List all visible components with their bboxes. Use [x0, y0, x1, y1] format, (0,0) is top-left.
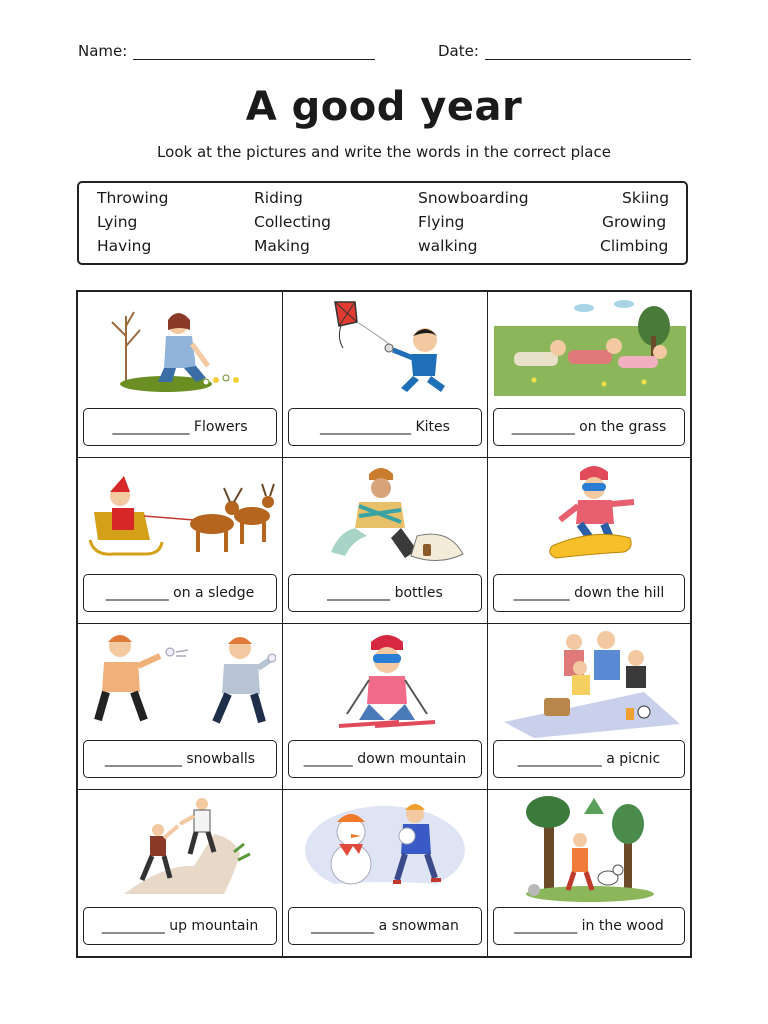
- person-collecting-bottles-illustration: [289, 462, 481, 572]
- exercise-cell: [283, 292, 488, 458]
- answer-blank: ____________: [517, 751, 602, 767]
- kid-snowboarding-illustration: [494, 462, 686, 572]
- answer-blank: _________: [101, 918, 165, 934]
- instruction-text: Look at the pictures and write the words in the correct place: [157, 143, 611, 161]
- date-blank-line[interactable]: [485, 45, 691, 60]
- answer-blank: _________: [514, 918, 578, 934]
- date-label: Date:: [438, 42, 479, 60]
- word-bank-word: Growing: [602, 213, 667, 231]
- exercise-cell: [488, 790, 690, 956]
- word-bank-word: Throwing: [97, 189, 169, 207]
- answer-field[interactable]: [493, 574, 685, 612]
- name-label: Name:: [78, 42, 128, 60]
- answer-blank: _______: [303, 751, 353, 767]
- answer-blank: ________: [513, 585, 570, 601]
- name-field[interactable]: [78, 42, 375, 60]
- word-bank-word: Climbing: [600, 237, 669, 255]
- answer-blank: _________: [105, 585, 169, 601]
- answer-hint: a snowman: [378, 918, 459, 934]
- people-climbing-mountain-illustration: [84, 794, 276, 904]
- answer-field[interactable]: [493, 740, 685, 778]
- answer-field[interactable]: [83, 740, 277, 778]
- answer-hint: Flowers: [193, 419, 248, 435]
- boy-flying-kite-illustration: [289, 296, 481, 406]
- exercise-cell: [283, 790, 488, 956]
- answer-field[interactable]: [288, 740, 482, 778]
- answer-field[interactable]: [83, 574, 277, 612]
- exercise-cell: [283, 624, 488, 790]
- answer-blank: ___________: [104, 751, 182, 767]
- word-bank-word: Skiing: [622, 189, 670, 207]
- answer-hint: up mountain: [169, 918, 259, 934]
- kids-throwing-snowballs-illustration: [84, 628, 276, 738]
- name-blank-line[interactable]: [133, 45, 375, 60]
- answer-hint: snowballs: [186, 751, 256, 767]
- exercise-cell: [78, 292, 283, 458]
- word-bank-word: Making: [254, 237, 310, 255]
- exercise-cell: [78, 458, 283, 624]
- answer-field[interactable]: [493, 408, 685, 446]
- word-bank-word: Riding: [254, 189, 303, 207]
- answer-field[interactable]: [83, 907, 277, 945]
- girl-planting-flowers-illustration: [84, 296, 276, 406]
- exercise-cell: [78, 790, 283, 956]
- answer-field[interactable]: [83, 408, 277, 446]
- word-bank-word: Having: [97, 237, 152, 255]
- exercise-grid: [76, 290, 692, 958]
- answer-hint: a picnic: [606, 751, 661, 767]
- exercise-cell: [488, 292, 690, 458]
- answer-field[interactable]: [288, 907, 482, 945]
- word-bank-word: Lying: [97, 213, 138, 231]
- person-walking-in-woods-illustration: [494, 794, 686, 904]
- date-field[interactable]: [438, 42, 691, 60]
- answer-hint: bottles: [394, 585, 443, 601]
- word-bank-word: Flying: [418, 213, 465, 231]
- word-bank-word: walking: [418, 237, 478, 255]
- answer-field[interactable]: [288, 574, 482, 612]
- answer-blank: _________: [311, 918, 375, 934]
- answer-hint: down the hill: [574, 585, 665, 601]
- answer-blank: _____________: [320, 419, 412, 435]
- kid-making-snowman-illustration: [289, 794, 481, 904]
- answer-hint: in the wood: [581, 918, 664, 934]
- answer-hint: on a sledge: [173, 585, 255, 601]
- answer-field[interactable]: [493, 907, 685, 945]
- answer-blank: ___________: [112, 419, 190, 435]
- exercise-cell: [78, 624, 283, 790]
- family-picnic-illustration: [494, 628, 686, 738]
- word-bank-word: Collecting: [254, 213, 332, 231]
- answer-hint: on the grass: [579, 419, 667, 435]
- exercise-cell: [488, 624, 690, 790]
- page-title: A good year: [245, 84, 523, 130]
- word-bank-word: Snowboarding: [418, 189, 529, 207]
- answer-hint: down mountain: [357, 751, 467, 767]
- answer-blank: _________: [327, 585, 391, 601]
- santa-sleigh-reindeer-illustration: [84, 462, 276, 572]
- exercise-cell: [488, 458, 690, 624]
- word-bank: [77, 181, 688, 265]
- answer-field[interactable]: [288, 408, 482, 446]
- answer-hint: Kites: [415, 419, 450, 435]
- exercise-cell: [283, 458, 488, 624]
- family-lying-on-grass-illustration: [494, 296, 686, 406]
- answer-blank: _________: [511, 419, 575, 435]
- kid-skiing-illustration: [289, 628, 481, 738]
